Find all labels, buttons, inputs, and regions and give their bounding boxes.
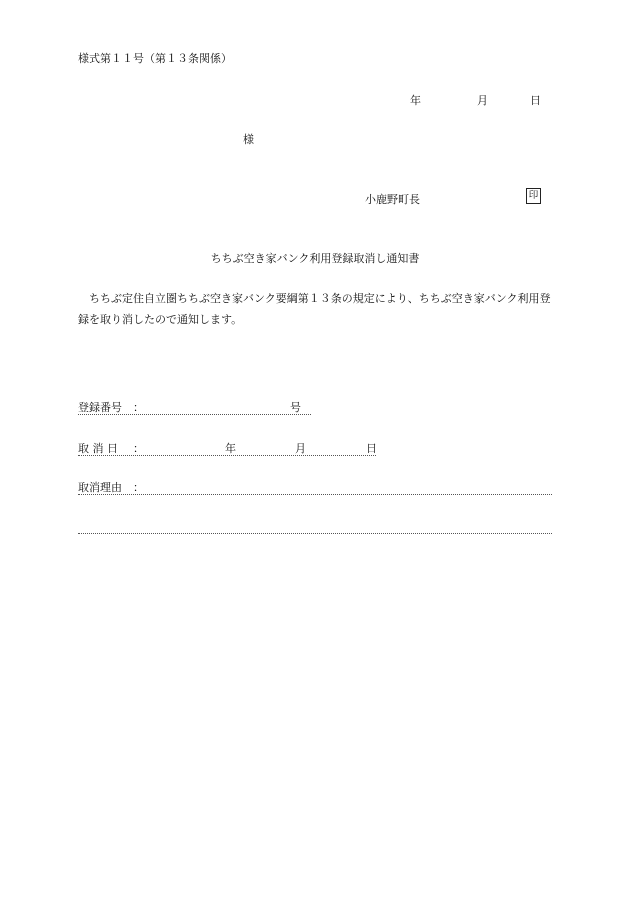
cancel-date-field <box>78 440 376 456</box>
cancel-date-label: 取 消 日 <box>78 442 118 455</box>
cancel-date-day: 日 <box>366 442 377 455</box>
date-year-label: 年 <box>410 94 421 107</box>
recipient-suffix: 様 <box>243 133 254 146</box>
issuer-name: 小鹿野町長 <box>365 193 420 206</box>
date-line <box>410 92 550 106</box>
cancel-reason-label: 取消理由 <box>78 481 122 494</box>
registration-number-field <box>78 399 311 415</box>
registration-number-colon: ： <box>133 401 144 414</box>
document-title: ちちぶ空き家バンク利用登録取消し通知書 <box>210 252 420 265</box>
form-number-label: 様式第１１号（第１３条関係） <box>78 52 232 65</box>
cancel-reason-colon: ： <box>133 481 144 494</box>
date-month-label: 月 <box>477 94 488 107</box>
registration-number-label: 登録番号 <box>78 401 122 414</box>
cancel-reason-field <box>78 479 552 495</box>
registration-number-suffix: 号 <box>290 401 301 414</box>
cancel-date-year: 年 <box>225 442 236 455</box>
cancel-date-colon: ： <box>133 442 144 455</box>
seal-mark: 印 <box>526 188 541 204</box>
cancel-date-month: 月 <box>295 442 306 455</box>
cancel-reason-continuation-line <box>78 518 552 534</box>
date-day-label: 日 <box>530 94 541 107</box>
body-text: ちちぶ定住自立圏ちちぶ空き家バンク要綱第１３条の規定により、ちちぶ空き家バンク利用登録を取り消したので通知します。 <box>78 292 551 326</box>
